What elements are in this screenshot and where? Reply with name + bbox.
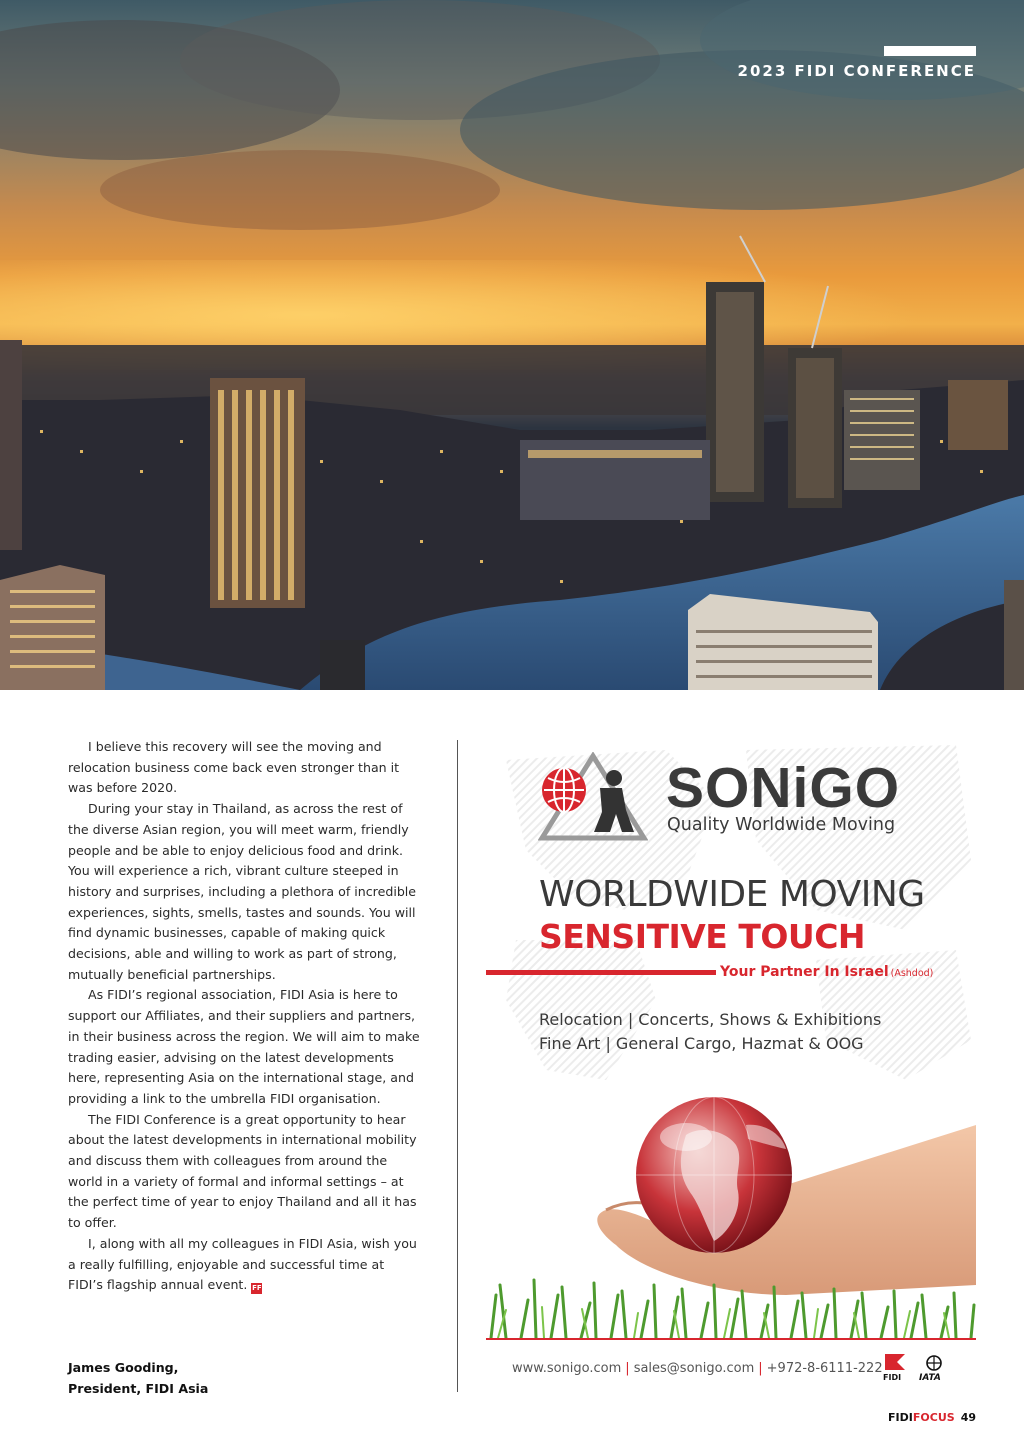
partner-line bbox=[720, 961, 933, 980]
sonigo-logo-icon bbox=[538, 752, 648, 842]
services-line: Fine Art | General Cargo, Hazmat & OOG bbox=[539, 1034, 864, 1053]
fidi-logo-icon bbox=[881, 1352, 909, 1382]
folio-focus: FOCUS bbox=[912, 1411, 955, 1424]
ad-headline-primary: WORLDWIDE MOVING bbox=[539, 874, 925, 915]
fidi-logo-label: FIDI bbox=[883, 1373, 902, 1382]
article-paragraph: The FIDI Conference is a great opportunity to hear about the latest developments in international mobility and discuss them with colleagues from around the world in a variety of formal and informal settings – at the perfect time of year to enjoy Thailand and all it has to offer. bbox=[68, 1111, 417, 1231]
article-paragraph: During your stay in Thailand, as across the rest of the diverse Asian region, you will meet warm, friendly people and be able to enjoy delicious food and drink. You will experience a rich, vibrant culture steeped in history and surprises, including a plethora of incredible experiences, sights, smells, tastes and sounds. You will find dynamic businesses, capable of making quick decisions, able and willing to work as part of strong, mutually beneficial partnerships. bbox=[68, 801, 417, 982]
website-link[interactable]: www.sonigo.com bbox=[512, 1361, 622, 1376]
iata-logo-label: IATA bbox=[919, 1373, 941, 1382]
page-folio bbox=[888, 1411, 976, 1424]
services-line: Relocation | Concerts, Shows & Exhibitions bbox=[539, 1010, 882, 1029]
section-title: 2023 FIDI CONFERENCE bbox=[737, 62, 976, 80]
folio-fidi: FIDI bbox=[888, 1411, 913, 1424]
red-accent-rule bbox=[486, 970, 716, 975]
phone-number: +972-8-6111-222 bbox=[766, 1361, 883, 1376]
contact-separator: | bbox=[625, 1361, 630, 1376]
end-of-article-mark-icon: FF bbox=[252, 1284, 262, 1293]
signature-title: President, FIDI Asia bbox=[68, 1381, 209, 1396]
partner-location: (Ashdod) bbox=[890, 968, 934, 979]
article-signature bbox=[68, 1357, 208, 1399]
signature-name: James Gooding, bbox=[68, 1360, 179, 1375]
partner-main: Your Partner In Israel bbox=[720, 964, 889, 980]
article-paragraph: I believe this recovery will see the moving and relocation business come back even stronger than it was before 2020. bbox=[68, 739, 400, 796]
sonigo-advertisement bbox=[486, 740, 976, 1395]
article-body bbox=[68, 737, 420, 1296]
article-paragraph-last bbox=[68, 1234, 420, 1296]
article-paragraph-text: I, along with all my colleagues in FIDI Asia, wish you a really fulfilling, enjoyable and successful time at FIDI’s flagship annual event. bbox=[68, 1235, 417, 1293]
cityscape-illustration bbox=[0, 0, 1024, 690]
services-list bbox=[539, 1008, 881, 1056]
iata-logo-icon bbox=[916, 1354, 952, 1382]
page-number: 49 bbox=[960, 1411, 976, 1424]
section-title-bar bbox=[884, 46, 976, 56]
column-divider bbox=[457, 740, 458, 1392]
brand-tagline: Quality Worldwide Moving bbox=[667, 815, 896, 835]
email-link[interactable]: sales@sonigo.com bbox=[633, 1361, 755, 1376]
hand-globe-illustration bbox=[486, 1095, 976, 1340]
ad-bottom-rule bbox=[486, 1338, 976, 1340]
contact-separator: | bbox=[758, 1361, 763, 1376]
article-paragraph: As FIDI’s regional association, FIDI Asia is here to support our Affiliates, and their suppliers and partners, in their business across the region. We will aim to make trading easier, advising on the latest developments here, representing Asia on the international stage, and providing a link to the umbrella FIDI organisation. bbox=[68, 987, 420, 1106]
hero-cityscape-photo bbox=[0, 0, 1024, 690]
contact-line bbox=[512, 1361, 883, 1376]
brand-name: SONiGO bbox=[666, 756, 901, 820]
ad-headline-secondary: SENSITIVE TOUCH bbox=[539, 917, 866, 956]
